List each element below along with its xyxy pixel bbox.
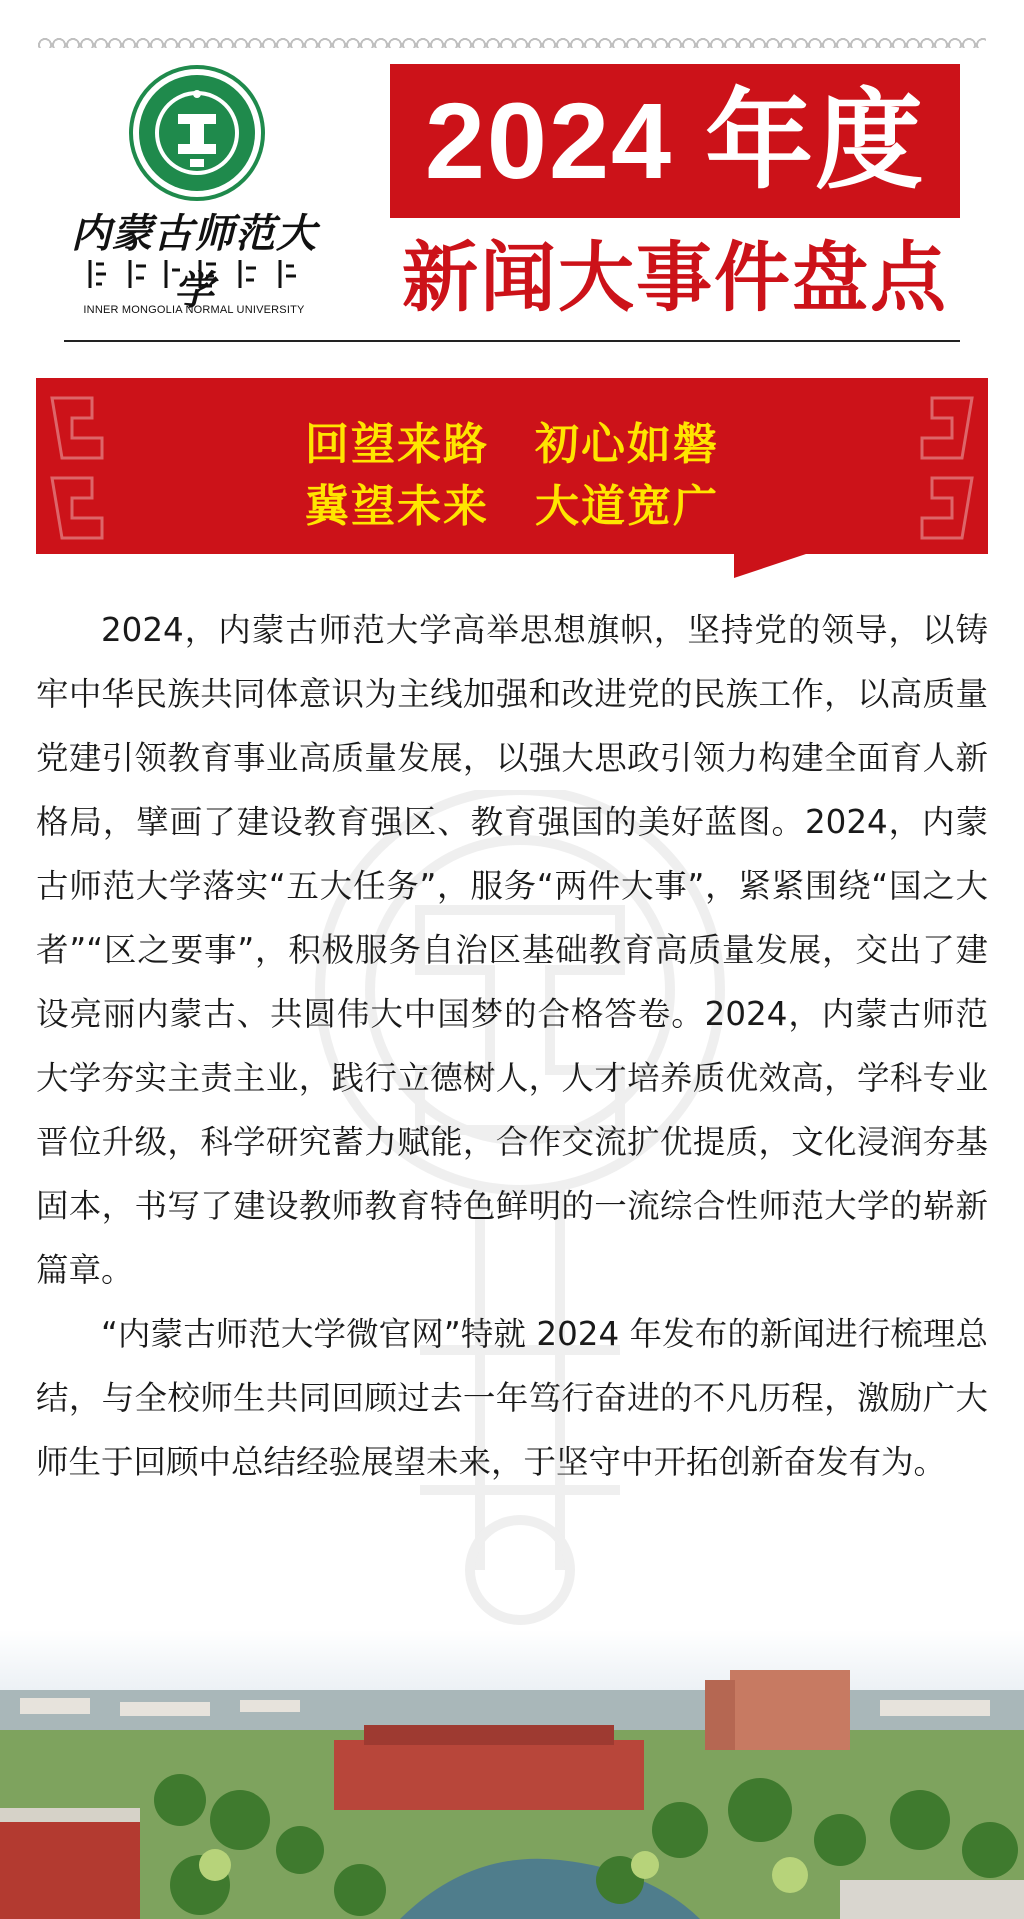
article-body <box>36 598 988 1494</box>
article-paragraph-2: “内蒙古师范大学微官网”特就 2024 年发布的新闻进行梳理总结，与全校师生共同回顾过去一年笃行奋进的不凡历程，激励广大师生于回顾中总结经验展望未来，于坚守中开拓创新奋发有为。 <box>36 1315 988 1481</box>
header-divider <box>64 340 960 342</box>
campus-aerial-photo <box>0 1630 1024 1919</box>
logo-name-chinese: 内蒙古师范大学 <box>71 210 317 314</box>
logo-name-english: INNER MONGOLIA NORMAL UNIVERSITY <box>83 304 305 316</box>
banner-pointer <box>734 554 806 578</box>
decorative-wave-border <box>38 34 986 48</box>
university-seal-icon <box>128 64 266 202</box>
page-subtitle: 新闻大事件盘点 <box>402 233 948 322</box>
article-paragraph-1: 2024，内蒙古师范大学高举思想旗帜，坚持党的领导，以铸牢中华民族共同体意识为主线加强和改进党的民族工作，以高质量党建引领教育事业高质量发展，以强大思政引领力构建全面育人新格局，擘画了建设教育强区、教育强国的美好蓝图。2024，内蒙古师范大学落实“五大任务”，服务“两件大事”，紧紧围绕“国之大者”“区之要事”，积极服务自治区基础教育高质量发展，交出了建设亮丽内蒙古、共圆伟大中国梦的合格答卷。2024，内蒙古师范大学夯实主责主业，践行立德树人，人才培养质优效高，学科专业晋位升级，科学研究蓄力赋能，合作交流扩优提质，文化浸润夯基固本，书写了建设教师教育特色鲜明的一流综合性师范大学的崭新篇章。 <box>36 611 988 1289</box>
slogan-line-1: 回望来路 初心如磐 <box>305 419 719 470</box>
slogan-banner <box>36 378 988 554</box>
slogan-line-2: 冀望未来 大道宽广 <box>305 481 719 532</box>
page-title: 2024 年度 <box>390 64 960 218</box>
university-logo <box>66 64 322 324</box>
logo-mongolian-script <box>80 256 310 292</box>
